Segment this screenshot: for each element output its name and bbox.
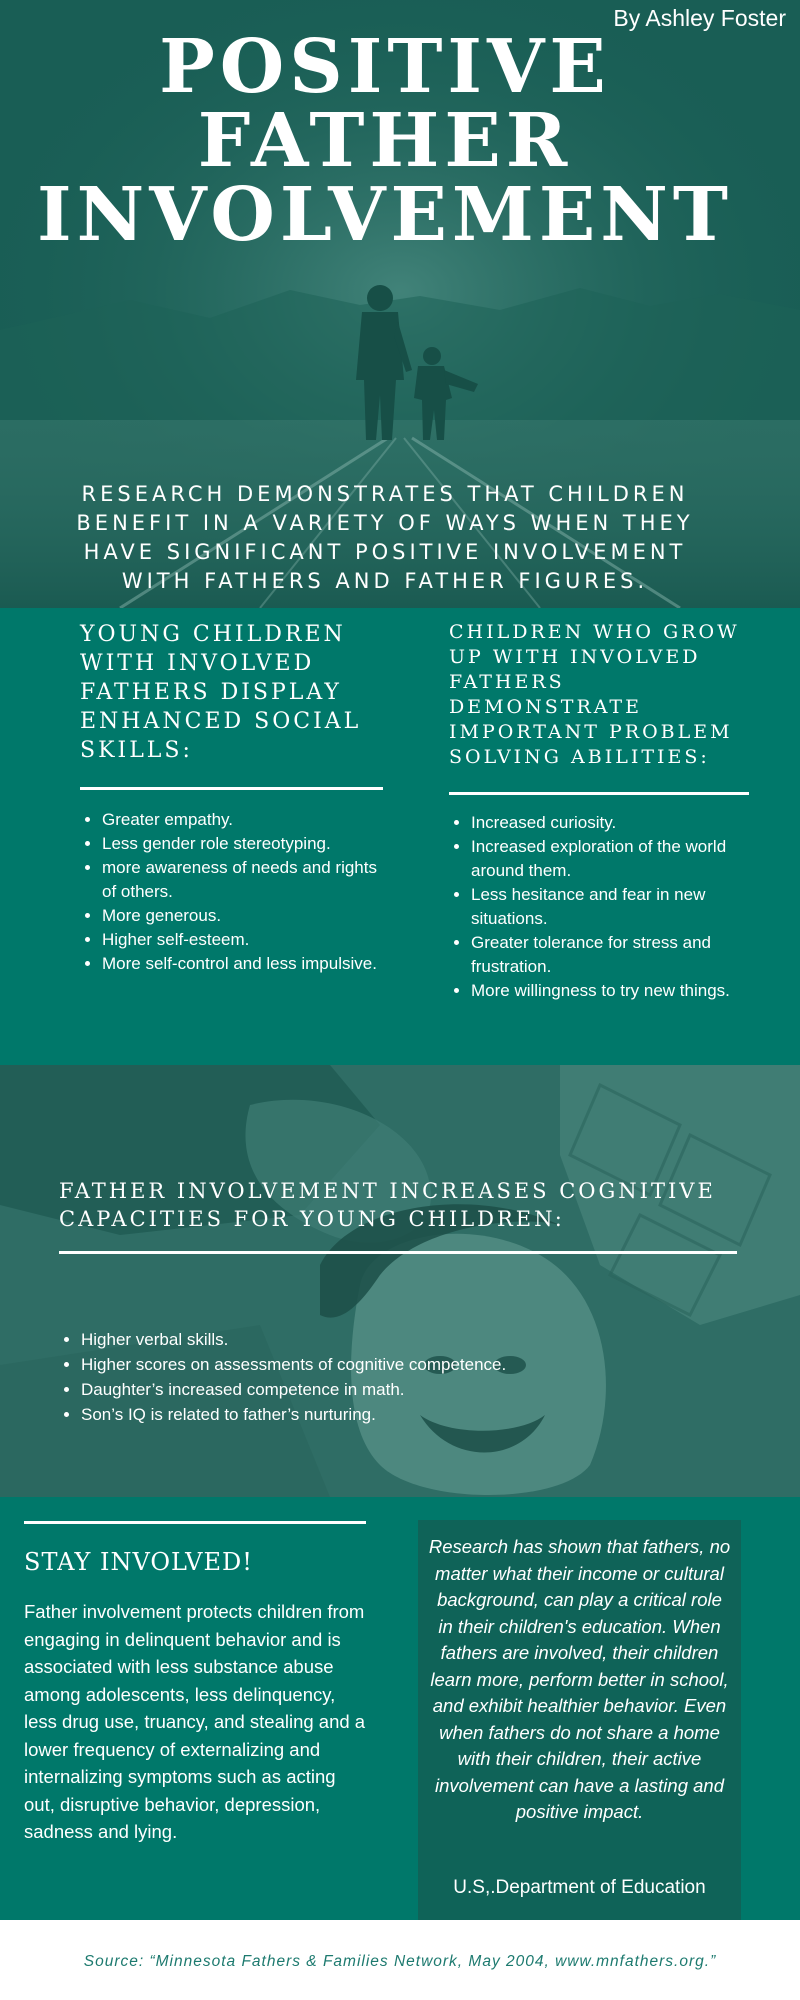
skills-section (0, 608, 800, 1065)
list-item: • Greater empathy. (102, 808, 385, 832)
list-item: • Higher self-esteem. (102, 928, 385, 952)
hero-subtitle: RESEARCH DEMONSTRATES THAT CHILDREN BENEFIT IN A VARIETY OF WAYS WHEN THEY HAVE SIGNIFICANT POSITIVE INVOLVEMENT WITH FATHERS AND FATHER FIGURES. (76, 482, 694, 593)
social-skills-list (80, 808, 385, 976)
list-item: • More willingness to try new things. (471, 979, 749, 1003)
problem-solving-column (449, 620, 749, 1003)
list-item: • Son’s IQ is related to father’s nurturing. (81, 1402, 681, 1427)
divider (80, 787, 383, 790)
problem-solving-list (449, 811, 749, 1003)
stay-involved-body: Father involvement protects children from engaging in delinquent behavior and is associated with less substance abuse among adolescents, less delinquency, less drug use, truancy, and stealing and a lower frequency of externalizing and internalizing symptoms such as acting out, disruptive behavior, depression, sadness and lying. (24, 1601, 366, 1842)
social-skills-heading: YOUNG CHILDREN WITH INVOLVED FATHERS DISPLAY ENHANCED SOCIAL SKILLS: (80, 622, 362, 763)
cognitive-list (59, 1327, 681, 1427)
list-item: • Less hesitance and fear in new situations. (471, 883, 749, 931)
problem-solving-heading: CHILDREN WHO GROW UP WITH INVOLVED FATHERS DEMONSTRATE IMPORTANT PROBLEM SOLVING ABILITIES: (449, 621, 740, 768)
list-item: • Less gender role stereotyping. (102, 832, 385, 856)
divider (449, 792, 749, 795)
footer (0, 1920, 800, 2000)
stay-involved-section (0, 1497, 800, 1920)
list-item: • Higher scores on assessments of cognitive competence. (81, 1352, 681, 1377)
social-skills-column (80, 620, 385, 976)
page-title (0, 24, 770, 258)
author-byline: By Ashley Foster (613, 5, 786, 31)
title-line-1: POSITIVE (159, 24, 611, 110)
title-line-2: FATHER (197, 98, 573, 184)
list-item: • Daughter’s increased competence in math. (81, 1377, 681, 1402)
list-item: • Higher verbal skills. (81, 1327, 681, 1352)
hero-section (0, 0, 800, 608)
quote-box (418, 1520, 741, 1920)
title-line-3: INVOLVEMENT (37, 172, 733, 258)
divider (59, 1251, 737, 1254)
list-item: • more awareness of needs and rights of others. (102, 856, 385, 904)
cognitive-heading: FATHER INVOLVEMENT INCREASES COGNITIVE CAPACITIES FOR YOUNG CHILDREN: (59, 1179, 716, 1231)
stay-involved-heading: STAY INVOLVED! (24, 1548, 253, 1576)
source-citation: Source: “Minnesota Fathers & Families Network, May 2004, www.mnfathers.org.” (83, 1953, 717, 1970)
divider (24, 1521, 366, 1524)
list-item: • Increased exploration of the world around them. (471, 835, 749, 883)
father-daughter-photo (0, 1065, 800, 1497)
cognitive-section (0, 1065, 800, 1497)
list-item: • More self-control and less impulsive. (102, 952, 385, 976)
list-item: • Increased curiosity. (471, 811, 749, 835)
quote-source: U.S,.Department of Education (453, 1877, 706, 1898)
list-item: • More generous. (102, 904, 385, 928)
list-item: • Greater tolerance for stress and frustration. (471, 931, 749, 979)
quote-text: Research has shown that fathers, no matter what their income or cultural background, can play a critical role in their children's education. When fathers are involved, their children learn more, perform better in school, and exhibit healthier behavior. Even when fathers do not share a home with their children, their active involvement can have a lasting and positive impact. (428, 1536, 731, 1822)
